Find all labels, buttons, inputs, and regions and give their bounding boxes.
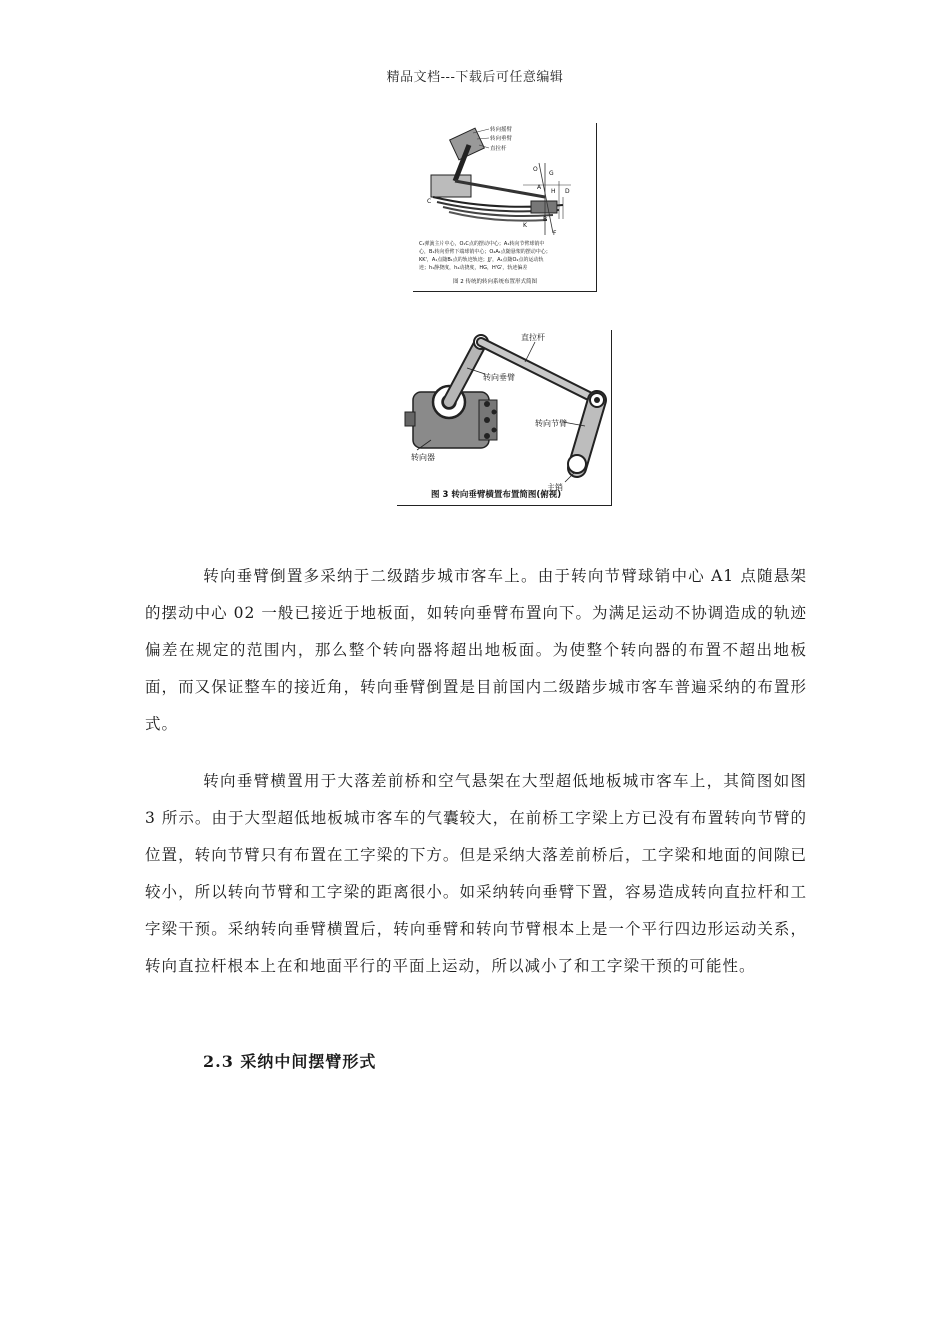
figure-2 (413, 123, 597, 292)
figure-2-drawing (413, 123, 596, 291)
fig2-point-c: C (427, 198, 432, 205)
fig2-point-b: B (543, 216, 548, 223)
fig3-label-steering-gear: 转向器 (411, 453, 435, 462)
section-title: 2.3 采纳中间摆臂形式 (203, 1052, 377, 1071)
fig2-label-3: 直拉杆 (490, 146, 507, 152)
fig3-label-drag-link: 直拉杆 (521, 333, 545, 342)
fig3-label-knuckle-arm: 转向节臂 (535, 419, 567, 428)
fig2-point-d: D (565, 188, 570, 195)
fig2-point-h: H (551, 188, 556, 195)
figure-3-drawing (397, 330, 611, 505)
fig2-note-line: KK'，A₁点随B₁点的轨迹轨迹；JJ'，A₁点随O₂点的运动轨 (419, 257, 544, 263)
fig2-note-line: 心，B₁转向垂臂下端球销中心；O₂A₁点随悬架的摆动中心； (419, 249, 551, 255)
fig3-label-kingpin: 主销 (547, 483, 563, 492)
fig2-caption: 图 2 传统的转向系统布置形式简图 (453, 279, 537, 285)
page-header: 精品文档---下载后可任意编辑 (386, 70, 564, 85)
fig2-point-a: A (537, 184, 542, 191)
paragraph-2 (145, 763, 807, 985)
fig2-point-g: G (549, 170, 554, 177)
paragraph-2-text: 转向垂臂横置用于大落差前桥和空气悬架在大型超低地板城市客车上，其简图如图 3 所示。由于大型超低地板城市客车的气囊较大，在前桥工字梁上方已没有布置转向节臂的位置，转向节臂只有布置在工字梁的下方。但是采纳大落差前桥后，工字梁和地面的间隙已较小，所以转向节臂和工字梁的距离很小。如采纳转向垂臂下置，容易造成转向直拉杆和工字梁干预。采纳转向垂臂横置后，转向垂臂和转向节臂根本上是一个平行四边形运动关系，转向直拉杆根本上在和地面平行的平面上运动，所以减小了和工字梁干预的可能性。 (145, 772, 807, 975)
fig2-label-1: 转向摇臂 (490, 127, 513, 133)
fig2-point-k: K (523, 222, 527, 229)
fig2-label-2: 转向垂臂 (490, 136, 513, 142)
paragraph-1-text: 转向垂臂倒置多采纳于二级踏步城市客车上。由于转向节臂球销中心 A1 点随悬架的摆动中心 02 一般已接近于地板面，如转向垂臂布置向下。为满足运动不协调造成的轨迹偏差在规定的范围内，那么整个转向器将超出地板面。为使整个转向器的布置不超出地板面，而又保证整车的接近角，转向垂臂倒置是目前国内二级踏步城市客车普遍采纳的布置形式。 (145, 567, 807, 733)
fig2-point-o: O (533, 166, 538, 173)
fig3-label-pitman-arm: 转向垂臂 (483, 373, 515, 382)
paragraph-1 (145, 558, 807, 743)
fig2-note-line: 迹；h₁静挠度，h₂动挠度，HG，H'G'，轨迹偏差 (419, 265, 528, 271)
fig2-note-line: C₁弹簧主片中心，O₁C点的摆动中心；A₁转向节臂球销中 (419, 241, 545, 247)
fig3-caption: 图 3 转向垂臂横置布置简图(俯视) (431, 490, 562, 500)
figure-3 (397, 330, 612, 506)
fig2-point-f: F (553, 230, 557, 237)
